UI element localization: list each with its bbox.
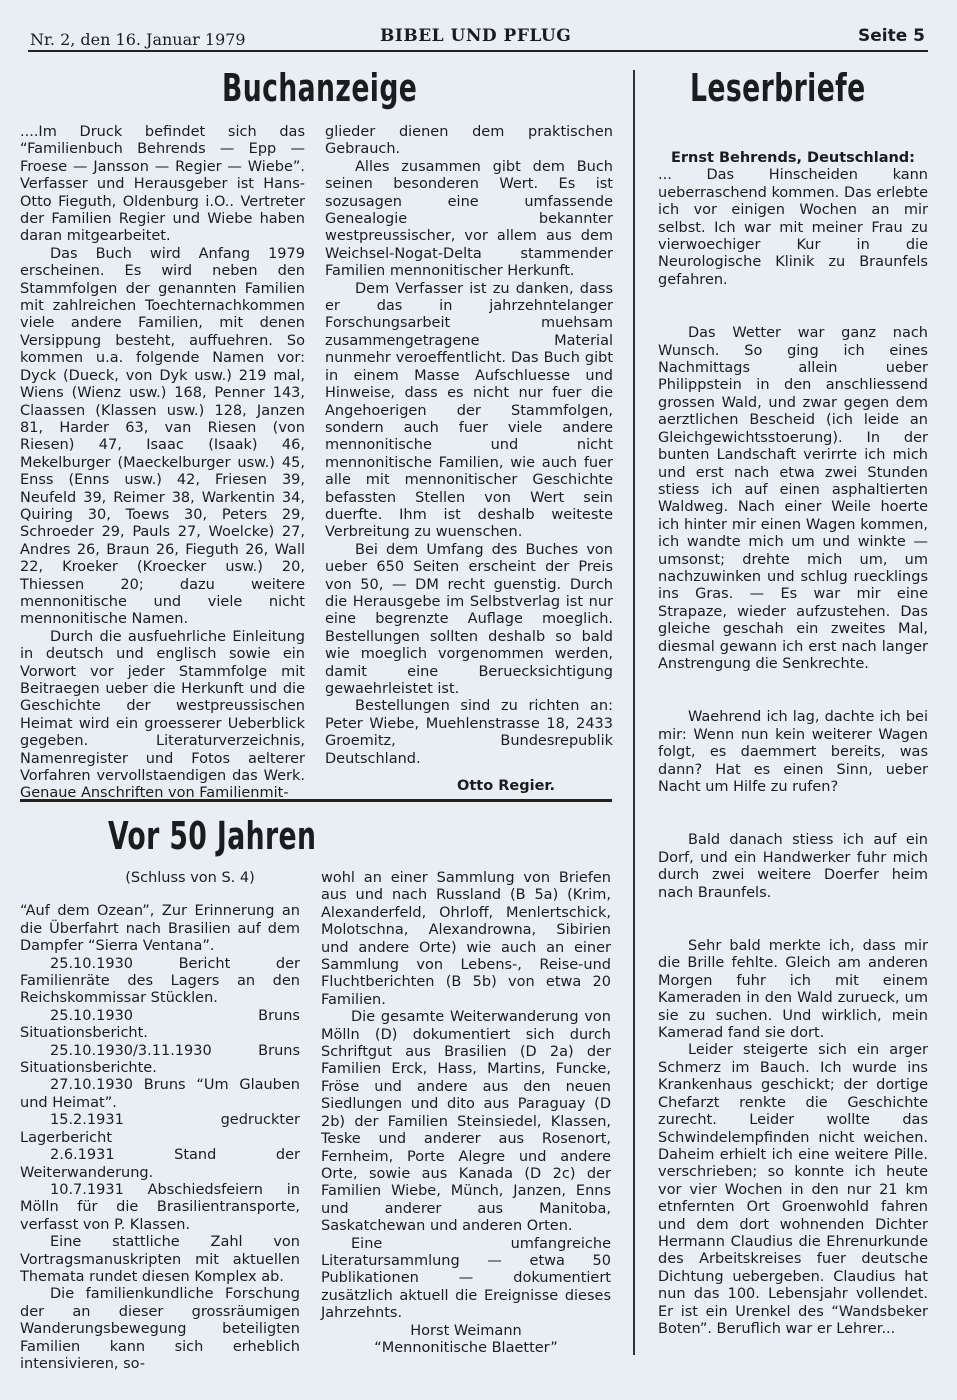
- buchanzeige-paragraph: Durch die ausfuehrliche Einleitung in deutsch und englisch sowie ein Vorwort vor jeder Stammfolge mit Beitraegen ueber die Herkunft und die Geschichte der westpreussischen Heimat wird ein groesserer Ueberblick gegeben. Literaturverzeichnis, Namenregister und Fotos aelterer Vorfahren vervollstaendigen das Werk. Genaue Anschriften von Familienmit-: [20, 628, 305, 802]
- buchanzeige-paragraph: Bei dem Umfang des Buches von ueber 650 Seiten erscheint der Preis von 50, — DM recht guenstig. Durch die Herausgebe im Selbstverlag ist nur eine begrenzte Auflage moeglich. Bestellungen sollten deshalb so bald wie moeglich vorgenommen werden, damit eine Beruecksichtigung gewaehrleistet ist.: [325, 541, 613, 697]
- letter-paragraph: Bald danach stiess ich auf ein Dorf, und ein Handwerker fuhr mich durch zwei weitere Doerfer heim nach Braunfels.: [658, 832, 928, 901]
- publication-title: BIBEL UND PFLUG: [380, 26, 572, 46]
- vor50-continued-note: (Schluss von S. 4): [125, 870, 255, 886]
- leserbriefe-column: [658, 150, 928, 1338]
- vor50-paragraph: 15.2.1931 gedruckter Lagerbericht: [20, 1112, 300, 1146]
- letter-paragraph: Das Wetter war ganz nach Wunsch. So ging ich eines Nachmittags allein ueber Philippstein in den anschliessend grossen Wald, und zwar gegen dem aerztlichen Bescheid (ich leide an Gleichgewichtsstoerung). In der bunten Landschaft verirrte ich mich und erst nach etwa zwei Stunden stiess ich auf einen asphaltierten Waldweg. Nach einer Weile hoerte ich hinter mir einen Wagen kommen, ich wandte mich um und winkte — umsonst; drehte mich um, um nachzuwinken und schlug ruecklings ins Gras. — Es war mir eine Strapaze, wieder aufzustehen. Das gleiche geschah ein zweites Mal, diesmal gewann ich erst nach langer Anstrengung die Senkrechte.: [658, 325, 928, 672]
- vor50-paragraph: Eine umfangreiche Literatursammlung — etwa 50 Publikationen — dokumentiert zusätzlich aktuell die Ereignisse dieses Jahrzehnts.: [321, 1235, 611, 1322]
- buchanzeige-paragraph: Das Buch wird Anfang 1979 erscheinen. Es wird neben den Stammfolgen der genannten Familien mit zahlreichen Toechternachkommen viele andere Familien, mit denen Versippung besteht, auffuehren. So kommen u.a. folgende Namen vor: Dyck (Dueck, von Dyk usw.) 219 mal, Wiens (Wienz usw.) 168, Penner 143, Claassen (Klassen usw.) 128, Janzen 81, Harder 63, van Riesen (von Riesen) 47, Isaac (Isaak) 46, Mekelburger (Maeckelburger usw.) 45, Enss (Enns usw.) 42, Friesen 39, Neufeld 39, Reimer 38, Warkentin 34, Quiring 30, Toews 30, Peters 29, Schroeder 29, Pauls 27, Woelcke) 27, Andres 26, Braun 26, Fieguth 26, Wall 22, Kroeker (Kroecker usw.) 20, Thiessen 20; dazu weitere mennonitische und viele nicht mennonitische Namen.: [20, 245, 305, 628]
- vor50-paragraph: 27.10.1930 Bruns “Um Glauben und Heimat”.: [20, 1077, 300, 1111]
- vor50-column-1: [20, 870, 300, 1373]
- paragraph-gap: [658, 796, 928, 832]
- buchanzeige-column-2: [325, 124, 613, 795]
- issue-date: Nr. 2, den 16. Januar 1979: [30, 30, 246, 49]
- vor50-column-2: [321, 870, 611, 1357]
- vor50-heading: Vor 50 Jahren: [108, 814, 317, 858]
- vor50-paragraph: 2.6.1931 Stand der Weiterwanderung.: [20, 1147, 300, 1181]
- leserbriefe-heading: Leserbriefe: [690, 66, 866, 110]
- vor50-paragraph: Die gesamte Weiterwanderung von Mölln (D) dokumentiert sich durch Schriftgut aus Brasilien (D 2a) der Familien Erck, Hass, Martins, Funcke, Fröse und andere aus den neuen Siedlungen und dito aus Paraguay (D 2b) der Familien Steinsiedel, Klassen, Teske und anderer aus Rosenort, Fernheim, Porte Alegre und andere Orte, sowie aus Kanada (D 2c) der Familien Wiebe, Münch, Janzen, Enns und anderer aus Manitoba, Saskatchewan und anderen Orten.: [321, 1009, 611, 1235]
- vor50-paragraph: Eine stattliche Zahl von Vortragsmanuskripten mit aktuellen Themata rundet diesen Komplex ab.: [20, 1234, 300, 1285]
- vor50-paragraph: 25.10.1930 Bruns Situationsbericht.: [20, 1007, 300, 1042]
- vor50-source: “Mennonitische Blaetter”: [374, 1339, 558, 1356]
- paragraph-gap: [658, 673, 928, 709]
- vor50-paragraph: 25.10.1930/3.11.1930 Bruns Situationsberichte.: [20, 1042, 300, 1077]
- vor50-paragraph: “Auf dem Ozean”, Zur Erinnerung an die Überfahrt nach Brasilien auf dem Dampfer “Sierra Ventana”.: [20, 903, 300, 955]
- buchanzeige-signature: Otto Regier.: [457, 778, 555, 795]
- letter-writer: Ernst Behrends, Deutschland:: [670, 150, 915, 166]
- paragraph-gap: [658, 902, 928, 938]
- letter-paragraph: Leider steigerte sich ein arger Schmerz im Bauch. Ich wurde ins Krankenhaus geschickt; der dortige Chefarzt renkte die Geschichte zurecht. Leider wollte das Schwindelempfinden nicht weichen. Daheim erhielt ich eine weitere Pille. verschrieben; so konnte ich heute vor vier Wochen in den nur 21 km etnfernten Ort Groenwohld fahren und dem dort wohnenden Dichter Hermann Claudius die Ehrenurkunde des Arbeitskreises fuer deutsche Dichtung uebergeben. Claudius hat nun das 100. Lebensjahr vollendet. Er ist ein Urenkel des “Wandsbeker Boten”. Beruflich war er Lehrer...: [658, 1042, 928, 1337]
- column-divider: [633, 70, 635, 1355]
- letter-paragraph: Sehr bald merkte ich, dass mir die Brille fehlte. Gleich am anderen Morgen fuhr ich mit einem Kameraden in den Wald zurueck, um sie zu suchen. Und wirklich, mein Kamerad fand sie dort.: [658, 938, 928, 1042]
- buchanzeige-heading: Buchanzeige: [222, 66, 418, 110]
- header-rule: [28, 50, 928, 52]
- buchanzeige-paragraph: Bestellungen sind zu richten an: Peter Wiebe, Muehlenstrasse 18, 2433 Groemitz, Bundesrepublik Deutschland.: [325, 698, 613, 767]
- buchanzeige-paragraph: Dem Verfasser ist zu danken, dass er das in jahrzehntelanger Forschungsarbeit muehsam zusammengetragene Material nunmehr veroeffentlicht. Das Buch gibt in einem Masse Aufschluesse und Hinweise, dass es nicht nur fuer die Angehoerigen der Stammfolgen, sondern auch fuer viele andere mennonitische und nicht mennonitische Familien, wie auch fuer alle mit mennonitischer Geschichte befassten Stellen von Wert sein duerfte. Ihm ist deshalb weiteste Verbreitung zu wuenschen.: [325, 280, 613, 541]
- buchanzeige-paragraph: ....Im Druck befindet sich das “Familienbuch Behrends — Epp — Froese — Jansson — Regier — Wiebe”. Verfasser und Herausgeber ist Hans-Otto Fieguth, Oldenburg i.O.. Vertreter der Familien Regier und Wiebe haben daran mitgearbeitet.: [20, 124, 305, 245]
- buchanzeige-column-1: [20, 124, 305, 803]
- letter-paragraph: ... Das Hinscheiden kann ueberraschend kommen. Das erlebte ich vor einigen Wochen an mir selbst. Ich war mit meiner Frau zu vierwoechiger Kur in die Neurologische Klinik zu Braunfels gefahren.: [658, 167, 928, 288]
- paragraph-gap: [658, 289, 928, 325]
- vor50-author: Horst Weimann: [410, 1322, 522, 1339]
- page-number: Seite 5: [857, 26, 925, 46]
- buchanzeige-paragraph: Alles zusammen gibt dem Buch seinen besonderen Wert. Es ist sozusagen eine umfassende Genealogie bekannter westpreussischer, vor allem aus dem Weichsel-Nogat-Delta stammender Familien mennonitischer Herkunft.: [325, 158, 613, 280]
- vor50-paragraph: wohl an einer Sammlung von Briefen aus und nach Russland (B 5a) (Krim, Alexanderfeld, Ohrloff, Menlertschick, Molotschna, Alexandrowna, Sibirien und andere Orte) wie auch an einer Sammlung von Lebens-, Reise-und Fluchtberichten (B 5b) von etwa 20 Familien.: [321, 870, 611, 1008]
- vor50-paragraph: 10.7.1931 Abschiedsfeiern in Mölln für die Brasilientransporte, verfasst von P. Klassen.: [20, 1181, 300, 1233]
- letter-paragraph: Waehrend ich lag, dachte ich bei mir: Wenn nun kein weiterer Wagen folgt, es daemmert bereits, was dann? Hat es einen Sinn, ueber Nacht um Hilfe zu rufen?: [658, 709, 928, 795]
- vor50-paragraph: Die familienkundliche Forschung der an dieser grossräumigen Wanderungsbewegung beteiligten Familien kann sich erheblich intensivieren, so-: [20, 1286, 300, 1372]
- buchanzeige-paragraph: glieder dienen dem praktischen Gebrauch.: [325, 124, 613, 158]
- vor50-paragraph: 25.10.1930 Bericht der Familienräte des Lagers an den Reichskommissar Stücklen.: [20, 955, 300, 1007]
